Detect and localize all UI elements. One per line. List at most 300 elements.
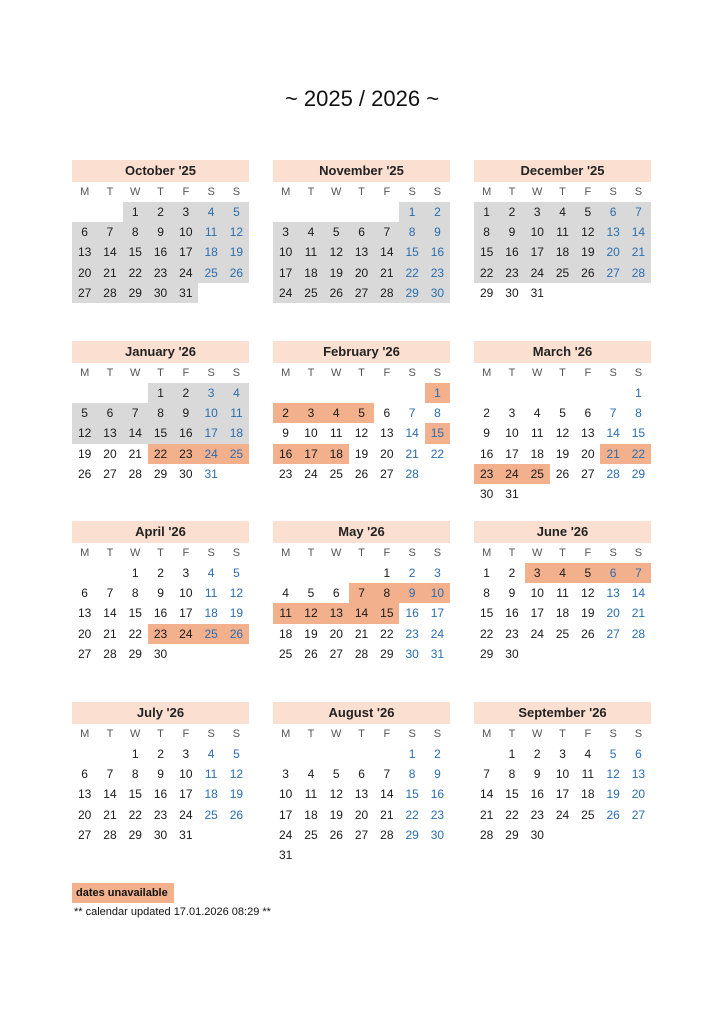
weekday-header [273, 724, 450, 744]
day-cell: 1 [131, 566, 139, 580]
day-grid [474, 202, 651, 303]
day-cell: 26 [606, 807, 620, 822]
empty-cell [550, 383, 575, 403]
day-cell: 2 [499, 202, 524, 222]
day-cell: 23 [278, 466, 293, 481]
day-cell: 3 [525, 563, 550, 583]
day-cell: 4 [207, 747, 215, 761]
weekday-label: S [433, 728, 442, 740]
day-cell: 2 [148, 202, 173, 222]
empty-cell [575, 383, 600, 403]
day-cell: 24 [173, 624, 198, 644]
day-cell: 9 [282, 426, 289, 441]
weekday-label: S [609, 728, 617, 740]
weekday-label: M [80, 728, 90, 740]
weekday-label: T [307, 547, 315, 559]
day-cell: 2 [157, 566, 164, 580]
day-cell: 18 [530, 446, 544, 461]
day-cell: 12 [298, 603, 323, 623]
day-cell: 25 [304, 827, 318, 842]
month-calendar [273, 702, 450, 865]
day-cell: 7 [483, 767, 490, 782]
month-title: April '26 [72, 521, 249, 543]
day-cell: 19 [329, 807, 343, 822]
day-cell: 22 [380, 626, 394, 641]
day-cell: 20 [600, 242, 625, 262]
weekday-label: T [157, 547, 164, 559]
weekday-label: T [307, 728, 315, 740]
day-cell: 1 [148, 383, 173, 403]
month-title: February '26 [273, 341, 450, 363]
day-cell: 15 [123, 242, 148, 262]
empty-cell [349, 202, 374, 222]
weekday-label: S [207, 186, 215, 198]
day-cell: 19 [229, 606, 244, 621]
weekday-label: T [559, 186, 566, 198]
weekday-label: S [232, 186, 241, 198]
weekday-header [474, 182, 651, 202]
weekday-label: W [130, 367, 141, 379]
day-cell: 16 [173, 423, 198, 443]
weekday-header [474, 724, 651, 744]
day-cell: 31 [278, 847, 293, 862]
day-cell: 9 [434, 767, 441, 782]
day-cell: 4 [584, 747, 592, 761]
day-cell: 19 [354, 446, 369, 461]
empty-cell [499, 383, 524, 403]
weekday-label: T [559, 367, 566, 379]
day-cell: 21 [128, 446, 142, 461]
day-cell: 30 [153, 827, 168, 842]
day-cell: 20 [606, 606, 620, 621]
month-title: June '26 [474, 521, 651, 543]
weekday-label: S [408, 728, 416, 740]
day-cell: 10 [198, 403, 223, 423]
day-cell: 14 [123, 423, 148, 443]
day-cell: 23 [148, 624, 173, 644]
day-cell: 11 [273, 603, 298, 623]
day-cell: 1 [131, 747, 139, 761]
day-cell: 23 [505, 626, 519, 641]
day-cell: 9 [173, 403, 198, 423]
month-title: September '26 [474, 702, 651, 724]
weekday-label: F [383, 186, 391, 198]
day-cell: 15 [505, 787, 519, 802]
day-cell: 19 [324, 263, 349, 283]
day-cell: 5 [233, 747, 240, 761]
day-cell: 30 [148, 283, 173, 303]
weekday-label: T [358, 728, 365, 740]
empty-cell [474, 383, 499, 403]
day-cell: 10 [505, 426, 519, 441]
day-cell: 27 [329, 646, 343, 661]
day-cell: 22 [626, 444, 651, 464]
updated-note: ** calendar updated 17.01.2026 08:29 ** [74, 906, 271, 918]
day-cell: 29 [399, 283, 424, 303]
day-cell: 6 [81, 586, 88, 601]
day-cell: 20 [380, 446, 394, 461]
day-cell: 16 [530, 787, 544, 802]
empty-cell [298, 383, 323, 403]
day-cell: 23 [530, 807, 544, 822]
weekday-label: F [182, 547, 190, 559]
day-cell: 29 [380, 646, 394, 661]
weekday-label: W [331, 186, 342, 198]
day-cell: 23 [148, 263, 173, 283]
month-calendar [72, 702, 249, 845]
weekday-label: S [634, 186, 643, 198]
day-grid [72, 744, 249, 845]
month-title: October '25 [72, 160, 249, 182]
day-cell: 7 [383, 767, 391, 782]
day-cell: 15 [425, 423, 450, 443]
day-cell: 3 [559, 747, 566, 761]
weekday-label: S [207, 547, 215, 559]
day-cell: 8 [131, 586, 139, 601]
day-cell: 30 [479, 486, 494, 501]
day-cell: 7 [609, 406, 617, 421]
day-cell: 30 [179, 466, 193, 481]
weekday-label: S [634, 728, 643, 740]
day-cell: 29 [128, 646, 142, 661]
day-cell: 9 [148, 222, 173, 242]
day-cell: 6 [349, 222, 374, 242]
day-cell: 3 [182, 566, 190, 580]
empty-cell [349, 383, 374, 403]
empty-cell [525, 383, 550, 403]
day-cell: 24 [530, 626, 544, 641]
day-cell: 28 [405, 466, 419, 481]
day-grid [474, 383, 651, 504]
weekday-label: W [532, 186, 543, 198]
weekday-label: T [106, 728, 114, 740]
day-cell: 14 [349, 603, 374, 623]
weekday-label: M [80, 547, 90, 559]
day-cell: 5 [324, 222, 349, 242]
day-cell: 24 [179, 807, 193, 822]
day-cell: 25 [224, 444, 249, 464]
day-cell: 2 [273, 403, 298, 423]
day-cell: 18 [204, 787, 218, 802]
day-cell: 25 [204, 807, 218, 822]
day-cell: 28 [479, 827, 494, 842]
day-cell: 8 [483, 586, 490, 601]
day-cell: 16 [148, 242, 173, 262]
weekday-header [72, 363, 249, 383]
day-cell: 25 [198, 263, 223, 283]
day-cell: 20 [631, 787, 646, 802]
empty-cell [349, 563, 374, 583]
day-cell: 27 [600, 263, 625, 283]
weekday-label: M [281, 728, 291, 740]
empty-cell [349, 744, 374, 764]
day-cell: 2 [157, 747, 164, 761]
weekday-label: W [532, 367, 543, 379]
day-cell: 12 [72, 423, 97, 443]
weekday-label: S [609, 367, 617, 379]
day-cell: 1 [425, 383, 450, 403]
day-cell: 30 [153, 646, 168, 661]
weekday-label: M [80, 367, 90, 379]
day-cell: 2 [508, 566, 516, 580]
weekday-label: F [584, 367, 592, 379]
day-cell: 28 [631, 626, 646, 641]
day-cell: 22 [505, 807, 519, 822]
day-cell: 16 [273, 444, 298, 464]
day-cell: 3 [182, 747, 190, 761]
weekday-label: T [508, 186, 516, 198]
day-cell: 14 [103, 787, 117, 802]
day-cell: 7 [106, 586, 114, 601]
day-cell: 10 [304, 426, 318, 441]
day-cell: 14 [606, 426, 620, 441]
day-cell: 10 [525, 222, 550, 242]
day-cell: 18 [204, 606, 218, 621]
day-cell: 2 [434, 747, 441, 761]
day-cell: 7 [626, 202, 651, 222]
day-cell: 6 [332, 586, 340, 601]
day-cell: 17 [530, 606, 544, 621]
day-cell: 18 [324, 444, 349, 464]
day-cell: 11 [298, 242, 323, 262]
day-cell: 31 [505, 486, 519, 501]
day-cell: 10 [173, 222, 198, 242]
day-cell: 1 [123, 202, 148, 222]
day-cell: 18 [298, 263, 323, 283]
day-cell: 26 [304, 646, 318, 661]
day-cell: 8 [399, 222, 424, 242]
day-cell: 14 [479, 787, 494, 802]
day-cell: 17 [278, 807, 293, 822]
empty-cell [273, 744, 298, 764]
day-cell: 29 [405, 827, 419, 842]
day-cell: 22 [128, 626, 142, 641]
day-cell: 22 [123, 263, 148, 283]
weekday-label: F [584, 728, 592, 740]
day-cell: 30 [530, 827, 544, 842]
day-cell: 20 [77, 807, 92, 822]
month-calendar [72, 341, 249, 484]
day-cell: 7 [106, 767, 114, 782]
day-cell: 19 [575, 242, 600, 262]
day-cell: 9 [508, 586, 516, 601]
day-cell: 26 [77, 466, 92, 481]
day-cell: 1 [508, 747, 516, 761]
legend-unavailable: dates unavailable [72, 883, 174, 903]
day-cell: 17 [555, 787, 570, 802]
day-cell: 17 [273, 263, 298, 283]
day-cell: 22 [430, 446, 445, 461]
day-cell: 16 [499, 242, 524, 262]
empty-cell [273, 563, 298, 583]
day-cell: 27 [606, 626, 620, 641]
day-cell: 8 [508, 767, 516, 782]
weekday-header [273, 543, 450, 563]
day-cell: 20 [349, 263, 374, 283]
day-cell: 21 [380, 807, 394, 822]
day-cell: 30 [505, 646, 519, 661]
day-cell: 4 [207, 566, 215, 580]
day-cell: 13 [97, 423, 122, 443]
month-title: May '26 [273, 521, 450, 543]
weekday-label: T [106, 547, 114, 559]
day-cell: 28 [380, 827, 394, 842]
weekday-label: W [331, 547, 342, 559]
day-cell: 14 [103, 606, 117, 621]
day-cell: 15 [374, 603, 399, 623]
day-cell: 30 [505, 285, 519, 300]
weekday-label: W [331, 367, 342, 379]
day-grid [273, 744, 450, 865]
day-cell: 13 [324, 603, 349, 623]
day-cell: 11 [550, 222, 575, 242]
day-cell: 13 [72, 242, 97, 262]
empty-cell [72, 563, 97, 583]
day-cell: 6 [584, 406, 592, 421]
day-cell: 13 [606, 586, 620, 601]
day-cell: 6 [600, 563, 625, 583]
day-cell: 11 [224, 403, 249, 423]
day-cell: 11 [204, 586, 218, 601]
weekday-label: S [207, 367, 215, 379]
day-cell: 23 [499, 263, 524, 283]
day-cell: 24 [278, 827, 293, 842]
weekday-label: F [584, 186, 592, 198]
day-cell: 3 [508, 406, 516, 421]
day-cell: 7 [97, 222, 122, 242]
day-cell: 21 [626, 242, 651, 262]
weekday-header [474, 363, 651, 383]
day-cell: 6 [72, 222, 97, 242]
day-cell: 17 [173, 242, 198, 262]
day-cell: 4 [550, 202, 575, 222]
day-grid [273, 383, 450, 484]
day-cell: 14 [626, 222, 651, 242]
month-calendar [474, 341, 651, 504]
day-cell: 12 [555, 426, 570, 441]
weekday-label: T [307, 367, 315, 379]
empty-cell [324, 744, 349, 764]
day-cell: 25 [581, 807, 595, 822]
day-cell: 20 [72, 263, 97, 283]
day-cell: 3 [273, 222, 298, 242]
day-cell: 8 [123, 222, 148, 242]
day-cell: 8 [434, 406, 441, 421]
empty-cell [474, 744, 499, 764]
day-cell: 5 [609, 747, 617, 761]
weekday-label: S [634, 367, 643, 379]
day-cell: 29 [153, 466, 168, 481]
day-cell: 19 [304, 626, 318, 641]
day-cell: 16 [430, 787, 445, 802]
day-cell: 26 [224, 624, 249, 644]
day-cell: 20 [103, 446, 117, 461]
empty-cell [273, 202, 298, 222]
day-cell: 25 [278, 646, 293, 661]
day-cell: 3 [198, 383, 223, 403]
day-cell: 18 [555, 606, 570, 621]
empty-cell [374, 744, 399, 764]
weekday-label: S [609, 186, 617, 198]
day-cell: 22 [399, 263, 424, 283]
day-cell: 15 [148, 423, 173, 443]
day-cell: 23 [425, 263, 450, 283]
day-cell: 6 [383, 406, 391, 421]
month-calendar [273, 341, 450, 484]
day-cell: 17 [198, 423, 223, 443]
weekday-label: T [508, 367, 516, 379]
weekday-label: S [609, 547, 617, 559]
day-cell: 28 [374, 283, 399, 303]
weekday-label: F [383, 367, 391, 379]
day-cell: 24 [304, 466, 318, 481]
day-cell: 3 [525, 202, 550, 222]
day-cell: 11 [204, 767, 218, 782]
day-cell: 26 [555, 466, 570, 481]
day-cell: 4 [298, 222, 323, 242]
empty-cell [72, 202, 97, 222]
weekday-label: T [358, 547, 365, 559]
day-cell: 23 [173, 444, 198, 464]
day-cell: 3 [434, 566, 441, 580]
month-calendar [72, 521, 249, 664]
day-cell: 29 [128, 827, 142, 842]
day-grid [72, 383, 249, 484]
day-cell: 14 [631, 586, 646, 601]
day-cell: 9 [157, 586, 164, 601]
month-title: August '26 [273, 702, 450, 724]
day-grid [72, 563, 249, 664]
day-cell: 13 [354, 787, 369, 802]
day-cell: 19 [224, 242, 249, 262]
day-cell: 4 [307, 767, 315, 782]
day-cell: 26 [224, 263, 249, 283]
weekday-label: S [408, 367, 416, 379]
day-cell: 7 [349, 583, 374, 603]
day-cell: 9 [533, 767, 541, 782]
month-title: December '25 [474, 160, 651, 182]
day-cell: 1 [474, 202, 499, 222]
day-cell: 9 [499, 222, 524, 242]
day-cell: 4 [533, 406, 541, 421]
day-cell: 27 [349, 283, 374, 303]
day-cell: 2 [533, 747, 541, 761]
day-cell: 24 [555, 807, 570, 822]
day-cell: 5 [575, 563, 600, 583]
day-cell: 4 [550, 563, 575, 583]
day-cell: 5 [575, 202, 600, 222]
day-grid [474, 563, 651, 664]
day-cell: 17 [179, 606, 193, 621]
weekday-header [273, 363, 450, 383]
empty-cell [97, 744, 122, 764]
day-cell: 22 [474, 263, 499, 283]
weekday-label: T [106, 186, 114, 198]
day-cell: 22 [128, 807, 142, 822]
weekday-header [72, 182, 249, 202]
day-cell: 26 [575, 263, 600, 283]
day-cell: 28 [103, 827, 117, 842]
day-cell: 11 [330, 426, 343, 441]
day-cell: 17 [525, 242, 550, 262]
day-cell: 16 [425, 242, 450, 262]
day-cell: 12 [229, 767, 244, 782]
day-cell: 9 [483, 426, 490, 441]
day-cell: 29 [479, 646, 494, 661]
month-title: July '26 [72, 702, 249, 724]
day-cell: 25 [550, 263, 575, 283]
day-cell: 7 [408, 406, 416, 421]
